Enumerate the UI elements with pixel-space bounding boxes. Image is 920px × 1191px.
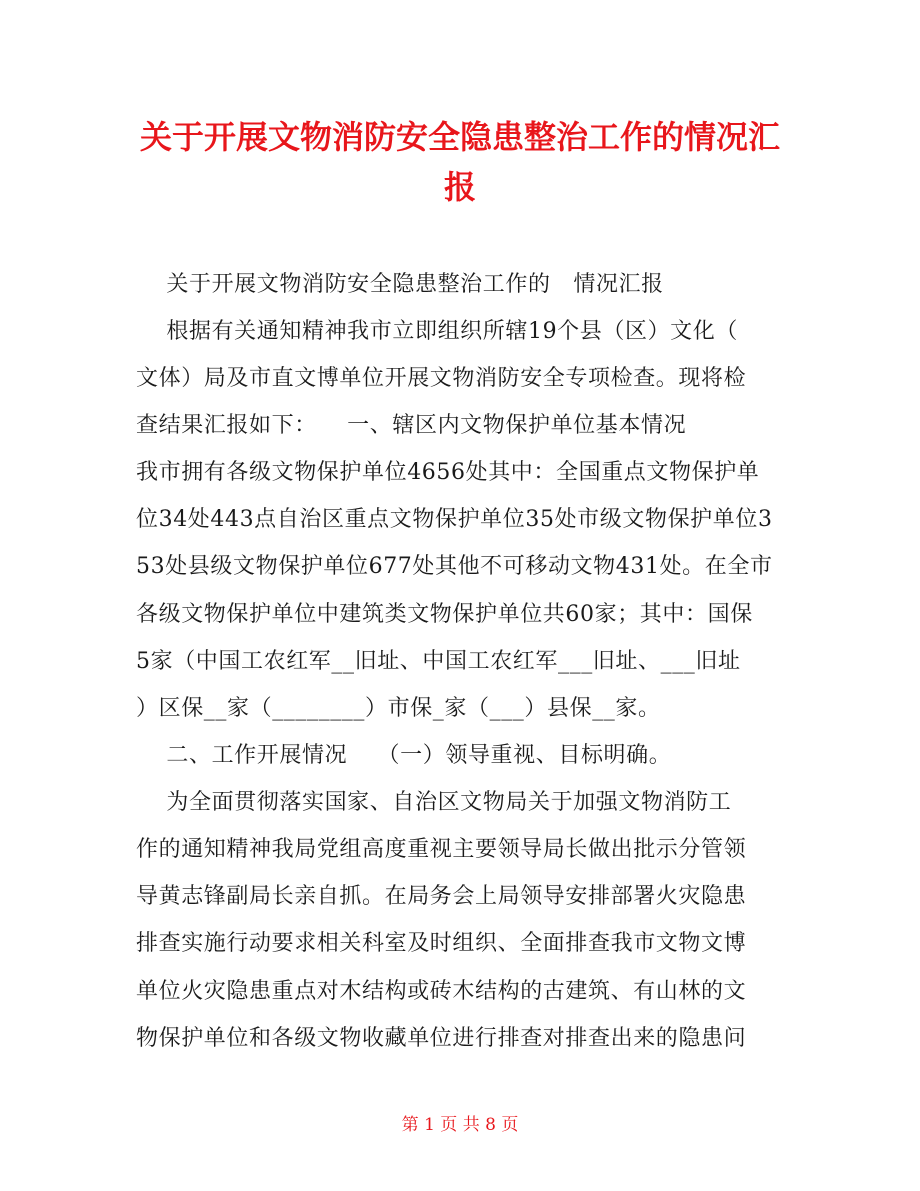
body-line: ）区保__家（________）市保_家（___）县保__家。	[136, 696, 661, 721]
document-title-line-2: 报	[443, 168, 476, 206]
body-line: 我市拥有各级文物保护单位4656处其中：全国重点文物保护单	[136, 460, 760, 485]
body-line: 导黄志锋副局长亲自抓。在局务会上局领导安排部署火灾隐患	[136, 884, 747, 909]
body-line: 53处县级文物保护单位677处其他不可移动文物431处。在全市	[136, 554, 773, 579]
body-line: 文体）局及市直文博单位开展文物消防安全专项检查。现将检	[136, 366, 747, 391]
body-line: 查结果汇报如下： 一、辖区内文物保护单位基本情况	[136, 413, 687, 438]
document-title	[130, 112, 790, 212]
body-line: 物保护单位和各级文物收藏单位进行排查对排查出来的隐患问	[136, 1026, 747, 1051]
document-title-line-1: 关于开展文物消防安全隐患整治工作的情况汇	[139, 118, 780, 156]
body-line: 单位火灾隐患重点对木结构或砖木结构的古建筑、有山林的文	[136, 979, 747, 1004]
body-line: 关于开展文物消防安全隐患整治工作的 情况汇报	[136, 272, 664, 297]
body-line: 作的通知精神我局党组高度重视主要领导局长做出批示分管领	[136, 837, 747, 862]
body-line: 位34处443点自治区重点文物保护单位35处市级文物保护单位3	[136, 507, 773, 532]
body-line: 排查实施行动要求相关科室及时组织、全面排查我市文物文博	[136, 931, 747, 956]
body-line: 5家（中国工农红军__旧址、中国工农红军___旧址、___旧址	[136, 649, 741, 674]
body-line: 二、工作开展情况 （一）领导重视、目标明确。	[136, 743, 672, 768]
body-line: 各级文物保护单位中建筑类文物保护单位共60家；其中：国保	[136, 602, 753, 627]
body-line: 根据有关通知精神我市立即组织所辖19个县（区）文化（	[136, 319, 738, 344]
body-line: 为全面贯彻落实国家、自治区文物局关于加强文物消防工	[136, 790, 732, 815]
page-number-footer: 第 1 页 共 8 页	[401, 1115, 519, 1135]
